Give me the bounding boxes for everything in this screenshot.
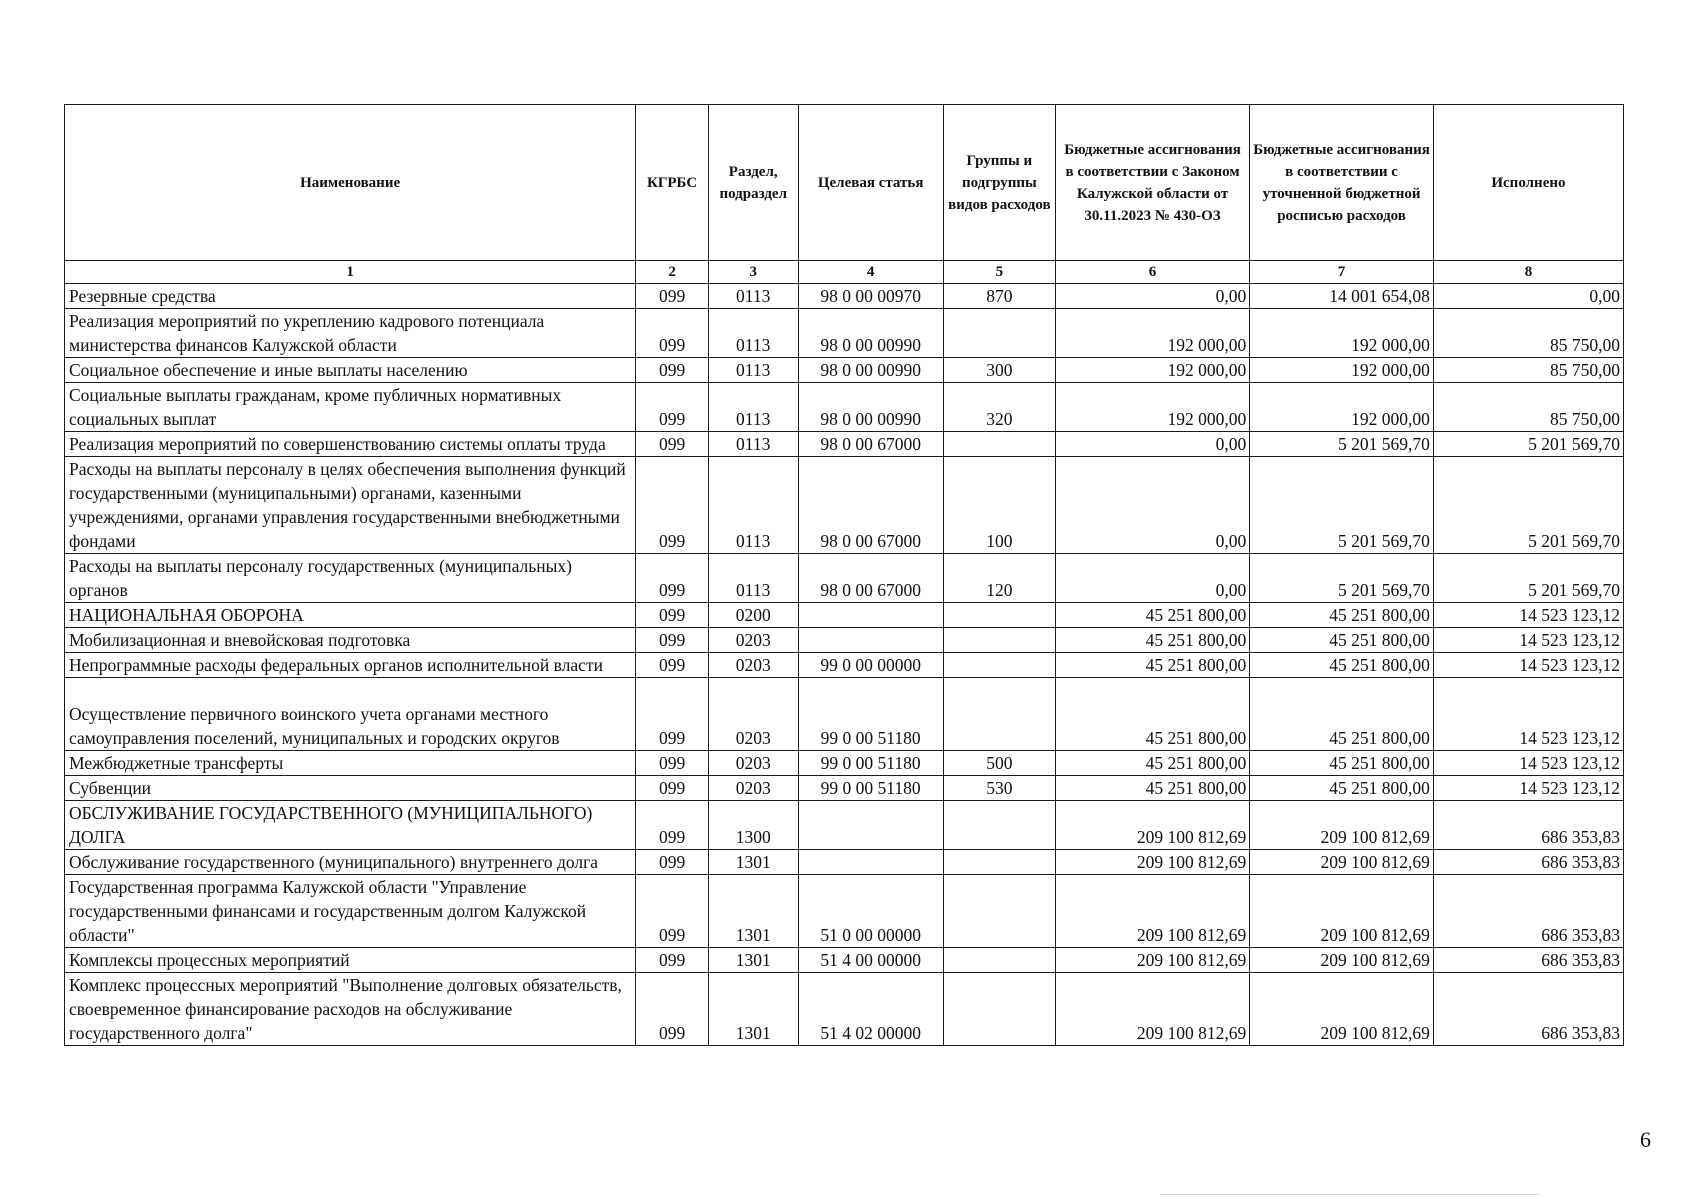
row-kgrbs: 099 [636,751,709,776]
row-section: 1301 [708,973,798,1046]
row-executed-amount: 0,00 [1433,284,1623,309]
column-number: 3 [708,261,798,284]
row-law-amount: 209 100 812,69 [1055,973,1249,1046]
row-expense-group [943,973,1055,1046]
row-kgrbs: 099 [636,850,709,875]
row-kgrbs: 099 [636,801,709,850]
scan-artifact-line [1160,1194,1540,1195]
row-law-amount: 45 251 800,00 [1055,603,1249,628]
row-plan-amount: 14 001 654,08 [1250,284,1434,309]
row-law-amount: 45 251 800,00 [1055,628,1249,653]
row-section: 0203 [708,678,798,751]
row-expense-group: 320 [943,383,1055,432]
row-executed-amount: 14 523 123,12 [1433,628,1623,653]
table-row [65,432,1624,457]
row-kgrbs: 099 [636,603,709,628]
row-executed-amount: 14 523 123,12 [1433,751,1623,776]
table-row [65,457,1624,554]
row-expense-group [943,850,1055,875]
row-executed-amount: 686 353,83 [1433,850,1623,875]
row-expense-group: 100 [943,457,1055,554]
row-plan-amount: 209 100 812,69 [1250,973,1434,1046]
row-target-article: 99 0 00 00000 [798,653,943,678]
row-target-article: 99 0 00 51180 [798,776,943,801]
row-executed-amount: 85 750,00 [1433,358,1623,383]
row-section: 0113 [708,284,798,309]
column-number: 2 [636,261,709,284]
row-name: Государственная программа Калужской области "Управление государственными финансами и государственным долгом Калужской области" [65,875,636,948]
row-name: Расходы на выплаты персоналу в целях обеспечения выполнения функций государственными (муниципальными) органами, казенными учреждениями, органами управления государственными внебюджетными фондами [65,457,636,554]
table-row [65,751,1624,776]
row-expense-group: 300 [943,358,1055,383]
row-executed-amount: 14 523 123,12 [1433,776,1623,801]
row-kgrbs: 099 [636,284,709,309]
row-name: Расходы на выплаты персоналу государственных (муниципальных) органов [65,554,636,603]
row-expense-group [943,628,1055,653]
table-body [65,284,1624,1046]
row-name: Социальное обеспечение и иные выплаты населению [65,358,636,383]
column-number: 6 [1055,261,1249,284]
row-expense-group: 500 [943,751,1055,776]
row-plan-amount: 45 251 800,00 [1250,628,1434,653]
row-executed-amount: 14 523 123,12 [1433,603,1623,628]
row-law-amount: 45 251 800,00 [1055,751,1249,776]
header-refined-allocations: Бюджетные ассигнования в соответствии с уточненной бюджетной росписью расходов [1250,105,1434,261]
row-section: 0113 [708,309,798,358]
row-executed-amount: 85 750,00 [1433,383,1623,432]
row-expense-group [943,678,1055,751]
header-expense-group: Группы и подгруппы видов расходов [943,105,1055,261]
row-executed-amount: 14 523 123,12 [1433,678,1623,751]
row-plan-amount: 45 251 800,00 [1250,653,1434,678]
row-target-article: 98 0 00 00970 [798,284,943,309]
row-kgrbs: 099 [636,653,709,678]
row-target-article: 98 0 00 00990 [798,309,943,358]
row-target-article: 98 0 00 67000 [798,432,943,457]
row-law-amount: 45 251 800,00 [1055,678,1249,751]
row-name: Субвенции [65,776,636,801]
row-section: 0113 [708,432,798,457]
row-expense-group [943,875,1055,948]
header-kgrbs: КГРБС [636,105,709,261]
row-name: НАЦИОНАЛЬНАЯ ОБОРОНА [65,603,636,628]
row-kgrbs: 099 [636,457,709,554]
row-plan-amount: 45 251 800,00 [1250,603,1434,628]
row-kgrbs: 099 [636,628,709,653]
row-target-article: 98 0 00 67000 [798,457,943,554]
row-target-article: 51 0 00 00000 [798,875,943,948]
row-kgrbs: 099 [636,973,709,1046]
column-number-row [65,261,1624,284]
table-row [65,603,1624,628]
row-law-amount: 192 000,00 [1055,309,1249,358]
column-number: 1 [65,261,636,284]
row-section: 0200 [708,603,798,628]
row-section: 1301 [708,850,798,875]
row-law-amount: 209 100 812,69 [1055,801,1249,850]
row-section: 0113 [708,358,798,383]
row-target-article: 51 4 02 00000 [798,973,943,1046]
row-section: 0113 [708,383,798,432]
row-target-article: 99 0 00 51180 [798,751,943,776]
row-name: Резервные средства [65,284,636,309]
row-name: Непрограммные расходы федеральных органов исполнительной власти [65,653,636,678]
row-name: Комплекс процессных мероприятий "Выполнение долговых обязательств, своевременное финансирование расходов на обслуживание государственного долга" [65,973,636,1046]
row-plan-amount: 209 100 812,69 [1250,875,1434,948]
table-row [65,284,1624,309]
row-executed-amount: 5 201 569,70 [1433,432,1623,457]
row-expense-group [943,432,1055,457]
row-target-article: 99 0 00 51180 [798,678,943,751]
row-section: 1301 [708,875,798,948]
column-number: 4 [798,261,943,284]
table-row [65,628,1624,653]
row-expense-group [943,603,1055,628]
row-plan-amount: 192 000,00 [1250,309,1434,358]
row-plan-amount: 45 251 800,00 [1250,678,1434,751]
row-kgrbs: 099 [636,432,709,457]
table-row [65,801,1624,850]
row-name: ОБСЛУЖИВАНИЕ ГОСУДАРСТВЕННОГО (МУНИЦИПАЛЬНОГО) ДОЛГА [65,801,636,850]
row-expense-group [943,309,1055,358]
column-number: 5 [943,261,1055,284]
header-target-article: Целевая статья [798,105,943,261]
row-target-article [798,628,943,653]
row-kgrbs: 099 [636,554,709,603]
header-section: Раздел, подраздел [708,105,798,261]
row-target-article: 51 4 00 00000 [798,948,943,973]
row-law-amount: 45 251 800,00 [1055,653,1249,678]
table-row [65,875,1624,948]
row-section: 0203 [708,653,798,678]
row-executed-amount: 85 750,00 [1433,309,1623,358]
row-law-amount: 0,00 [1055,432,1249,457]
row-plan-amount: 209 100 812,69 [1250,850,1434,875]
row-kgrbs: 099 [636,776,709,801]
row-expense-group: 870 [943,284,1055,309]
budget-execution-table [64,104,1624,1046]
row-law-amount: 209 100 812,69 [1055,850,1249,875]
header-name: Наименование [65,105,636,261]
row-name: Осуществление первичного воинского учета органами местного самоуправления поселений, муниципальных и городских округов [65,678,636,751]
row-name: Межбюджетные трансферты [65,751,636,776]
row-plan-amount: 192 000,00 [1250,383,1434,432]
row-kgrbs: 099 [636,309,709,358]
row-executed-amount: 686 353,83 [1433,948,1623,973]
row-law-amount: 0,00 [1055,554,1249,603]
row-name: Социальные выплаты гражданам, кроме публичных нормативных социальных выплат [65,383,636,432]
column-number: 7 [1250,261,1434,284]
row-name: Реализация мероприятий по совершенствованию системы оплаты труда [65,432,636,457]
row-section: 0113 [708,457,798,554]
row-kgrbs: 099 [636,875,709,948]
table-row [65,653,1624,678]
row-section: 1301 [708,948,798,973]
page-number: 6 [1640,1127,1651,1152]
row-target-article [798,850,943,875]
row-plan-amount: 5 201 569,70 [1250,432,1434,457]
row-name: Обслуживание государственного (муниципального) внутреннего долга [65,850,636,875]
row-plan-amount: 5 201 569,70 [1250,554,1434,603]
table-row [65,554,1624,603]
row-kgrbs: 099 [636,358,709,383]
row-plan-amount: 45 251 800,00 [1250,751,1434,776]
row-expense-group [943,653,1055,678]
row-executed-amount: 5 201 569,70 [1433,457,1623,554]
row-kgrbs: 099 [636,678,709,751]
row-kgrbs: 099 [636,383,709,432]
row-law-amount: 209 100 812,69 [1055,948,1249,973]
row-law-amount: 0,00 [1055,284,1249,309]
row-target-article: 98 0 00 67000 [798,554,943,603]
row-target-article [798,603,943,628]
row-expense-group [943,948,1055,973]
table-row [65,850,1624,875]
table-row [65,776,1624,801]
row-executed-amount: 686 353,83 [1433,875,1623,948]
row-executed-amount: 5 201 569,70 [1433,554,1623,603]
row-expense-group: 120 [943,554,1055,603]
row-expense-group [943,801,1055,850]
row-section: 0203 [708,751,798,776]
table-row [65,948,1624,973]
row-name: Мобилизационная и вневойсковая подготовка [65,628,636,653]
row-kgrbs: 099 [636,948,709,973]
row-target-article: 98 0 00 00990 [798,358,943,383]
row-name: Комплексы процессных мероприятий [65,948,636,973]
table-row [65,383,1624,432]
row-law-amount: 192 000,00 [1055,358,1249,383]
column-number: 8 [1433,261,1623,284]
row-plan-amount: 45 251 800,00 [1250,776,1434,801]
row-plan-amount: 5 201 569,70 [1250,457,1434,554]
row-executed-amount: 686 353,83 [1433,973,1623,1046]
row-law-amount: 192 000,00 [1055,383,1249,432]
header-law-allocations: Бюджетные ассигнования в соответствии с Законом Калужской области от 30.11.2023 № 430-ОЗ [1055,105,1249,261]
row-target-article: 98 0 00 00990 [798,383,943,432]
header-row [65,105,1624,261]
table-row [65,358,1624,383]
row-executed-amount: 686 353,83 [1433,801,1623,850]
row-section: 1300 [708,801,798,850]
row-expense-group: 530 [943,776,1055,801]
table-row [65,973,1624,1046]
row-law-amount: 0,00 [1055,457,1249,554]
row-law-amount: 209 100 812,69 [1055,875,1249,948]
row-plan-amount: 209 100 812,69 [1250,948,1434,973]
table-row [65,309,1624,358]
table-row [65,678,1624,751]
row-section: 0113 [708,554,798,603]
row-name: Реализация мероприятий по укреплению кадрового потенциала министерства финансов Калужской области [65,309,636,358]
row-target-article [798,801,943,850]
row-section: 0203 [708,776,798,801]
header-executed: Исполнено [1433,105,1623,261]
row-plan-amount: 192 000,00 [1250,358,1434,383]
row-section: 0203 [708,628,798,653]
row-law-amount: 45 251 800,00 [1055,776,1249,801]
row-executed-amount: 14 523 123,12 [1433,653,1623,678]
row-plan-amount: 209 100 812,69 [1250,801,1434,850]
